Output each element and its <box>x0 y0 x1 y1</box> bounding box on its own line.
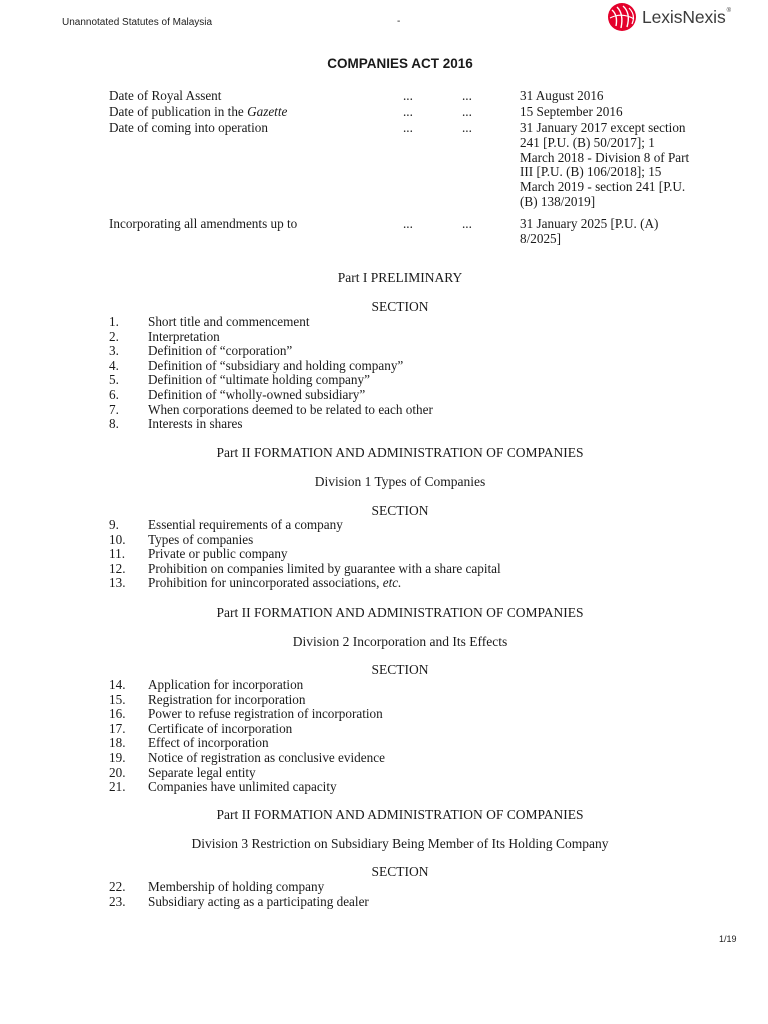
toc-item[interactable] <box>0 895 768 910</box>
meta-label <box>109 105 287 120</box>
toc-item[interactable] <box>0 533 768 548</box>
toc-title-text: When corporations deemed to be related to each other <box>148 401 433 417</box>
toc-number: 20. <box>109 764 126 780</box>
meta-leader-dots: ... <box>403 104 413 119</box>
toc-title <box>148 344 292 359</box>
meta-leader-dots: ... <box>462 120 472 135</box>
toc-title-text: Power to refuse registration of incorporation <box>148 706 383 722</box>
toc-title <box>148 736 269 751</box>
brand-name: LexisNexis <box>642 6 726 27</box>
toc-title-text: Interests in shares <box>148 416 243 432</box>
meta-value: 31 January 2017 except section 241 [P.U. (B) 50/2017]; 1 March 2018 - Division 8 of Part III [P.U. (B) 106/2018]; 15 March 2019 - section 241 [P.U. (B) 138/2019] <box>520 120 690 209</box>
toc-number: 23. <box>109 893 126 909</box>
toc-title-text: Registration for incorporation <box>148 691 306 707</box>
toc-item[interactable] <box>0 359 768 374</box>
toc-title <box>148 330 220 345</box>
toc-title <box>148 547 288 562</box>
toc-title-text: Prohibition on companies limited by guarantee with a share capital <box>148 560 501 576</box>
toc-list-division3 <box>0 880 768 909</box>
toc-title-text: Types of companies <box>148 531 254 547</box>
toc-title <box>148 533 253 548</box>
toc-title-text: Notice of registration as conclusive evidence <box>148 749 385 765</box>
meta-label <box>109 89 221 104</box>
toc-title <box>148 315 310 330</box>
toc-number: 1. <box>109 314 119 329</box>
part-heading: Part II FORMATION AND ADMINISTRATION OF COMPANIES <box>216 605 584 620</box>
toc-number: 5. <box>109 372 119 388</box>
toc-title-text: Membership of holding company <box>148 879 325 894</box>
toc-title <box>148 707 383 722</box>
toc-number: 9. <box>109 517 119 532</box>
part-heading: Part II FORMATION AND ADMINISTRATION OF COMPANIES <box>216 807 584 822</box>
toc-item[interactable] <box>0 880 768 895</box>
toc-title-text: Effect of incorporation <box>148 735 269 751</box>
toc-number: 15. <box>109 691 126 707</box>
lexisnexis-logo <box>606 2 731 32</box>
toc-title-text: Definition of “wholly-owned subsidiary” <box>148 386 366 402</box>
toc-title <box>148 722 292 737</box>
toc-list-division2 <box>0 678 768 795</box>
division-heading: Division 2 Incorporation and Its Effects <box>292 634 508 649</box>
toc-title <box>148 766 256 781</box>
toc-number: 8. <box>109 416 119 432</box>
toc-number: 22. <box>109 879 126 894</box>
toc-number: 6. <box>109 386 119 402</box>
lexisnexis-mark-icon <box>606 2 638 32</box>
toc-title-text: Definition of “subsidiary and holding company” <box>148 357 404 373</box>
toc-number: 16. <box>109 706 126 722</box>
toc-number: 3. <box>109 343 119 359</box>
toc-item[interactable] <box>0 722 768 737</box>
toc-title-text: Application for incorporation <box>148 677 304 692</box>
toc-item[interactable] <box>0 388 768 403</box>
toc-title <box>148 678 303 693</box>
toc-item[interactable] <box>0 373 768 388</box>
toc-title-italic: etc. <box>382 575 402 591</box>
section-heading: SECTION <box>371 662 429 677</box>
toc-title-text: Private or public company <box>148 546 288 562</box>
toc-title <box>148 518 343 533</box>
toc-title-text: Definition of “corporation” <box>148 343 293 359</box>
meta-label <box>109 121 268 136</box>
toc-title <box>148 417 242 432</box>
division-heading: Division 3 Restriction on Subsidiary Being Member of Its Holding Company <box>191 836 609 851</box>
toc-title-text: Prohibition for unincorporated associations, <box>148 575 383 591</box>
toc-number: 12. <box>109 560 126 576</box>
toc-item[interactable] <box>0 678 768 693</box>
toc-item[interactable] <box>0 576 768 591</box>
toc-item[interactable] <box>0 403 768 418</box>
toc-number: 18. <box>109 735 126 751</box>
toc-title <box>148 576 401 591</box>
meta-leader-dots: ... <box>403 216 413 231</box>
toc-title <box>148 562 501 577</box>
toc-item[interactable] <box>0 344 768 359</box>
toc-title-text: Short title and commencement <box>148 314 310 329</box>
toc-number: 19. <box>109 749 126 765</box>
meta-leader-dots: ... <box>462 216 472 231</box>
meta-label-text: Incorporating all amendments up to <box>109 216 298 231</box>
division-heading: Division 1 Types of Companies <box>314 474 486 489</box>
toc-item[interactable] <box>0 751 768 766</box>
act-title: COMPANIES ACT 2016 <box>327 56 473 71</box>
toc-item[interactable] <box>0 417 768 432</box>
meta-leader-dots: ... <box>403 88 413 103</box>
toc-number: 4. <box>109 357 119 373</box>
part-heading: Part II FORMATION AND ADMINISTRATION OF COMPANIES <box>216 445 584 460</box>
meta-label-text: Date of coming into operation <box>109 120 268 135</box>
page-number: 1/19 <box>719 934 737 944</box>
toc-list-part1 <box>0 315 768 432</box>
toc-title <box>148 693 305 708</box>
section-heading: SECTION <box>371 864 429 879</box>
toc-title-text: Separate legal entity <box>148 764 256 780</box>
toc-title <box>148 388 365 403</box>
toc-item[interactable] <box>0 315 768 330</box>
meta-leader-dots: ... <box>462 104 472 119</box>
toc-title-text: Companies have unlimited capacity <box>148 779 337 795</box>
meta-label-italic: Gazette <box>247 104 288 119</box>
toc-list-division1 <box>0 518 768 591</box>
meta-leader-dots: ... <box>462 88 472 103</box>
meta-label <box>109 217 297 232</box>
toc-number: 21. <box>109 779 126 795</box>
toc-title-text: Definition of “ultimate holding company” <box>148 372 370 388</box>
toc-title-text: Essential requirements of a company <box>148 517 343 532</box>
toc-item[interactable] <box>0 547 768 562</box>
toc-item[interactable] <box>0 562 768 577</box>
meta-label-text: Date of Royal Assent <box>109 88 222 103</box>
toc-title <box>148 880 324 895</box>
toc-title-text: Interpretation <box>148 328 220 344</box>
meta-value: 31 January 2025 [P.U. (A) 8/2025] <box>520 216 659 246</box>
toc-number: 13. <box>109 575 126 591</box>
meta-value: 31 August 2016 <box>520 88 604 103</box>
section-heading: SECTION <box>371 503 429 518</box>
meta-leader-dots: ... <box>403 120 413 135</box>
meta-label-text: Date of publication in the <box>109 104 248 119</box>
toc-item[interactable] <box>0 780 768 795</box>
header-center-mark: - <box>397 16 401 27</box>
toc-item[interactable] <box>0 736 768 751</box>
toc-item[interactable] <box>0 693 768 708</box>
toc-title <box>148 359 403 374</box>
toc-item[interactable] <box>0 518 768 533</box>
toc-title <box>148 780 337 795</box>
toc-number: 17. <box>109 720 126 736</box>
toc-number: 7. <box>109 401 119 417</box>
toc-number: 10. <box>109 531 126 547</box>
meta-value: 15 September 2016 <box>520 104 623 119</box>
toc-title-text: Subsidiary acting as a participating dealer <box>148 893 369 909</box>
registered-mark: ® <box>726 8 732 14</box>
part-heading: Part I PRELIMINARY <box>337 270 463 285</box>
toc-title <box>148 751 385 766</box>
toc-number: 11. <box>109 546 125 562</box>
toc-number: 14. <box>109 677 126 692</box>
toc-title <box>148 895 369 910</box>
toc-item[interactable] <box>0 766 768 781</box>
toc-item[interactable] <box>0 330 768 345</box>
toc-number: 2. <box>109 328 119 344</box>
section-heading: SECTION <box>371 299 429 314</box>
toc-title-text: Certificate of incorporation <box>148 720 293 736</box>
document-source-label: Unannotated Statutes of Malaysia <box>62 17 213 28</box>
toc-item[interactable] <box>0 707 768 722</box>
toc-title <box>148 403 433 418</box>
toc-title <box>148 373 370 388</box>
